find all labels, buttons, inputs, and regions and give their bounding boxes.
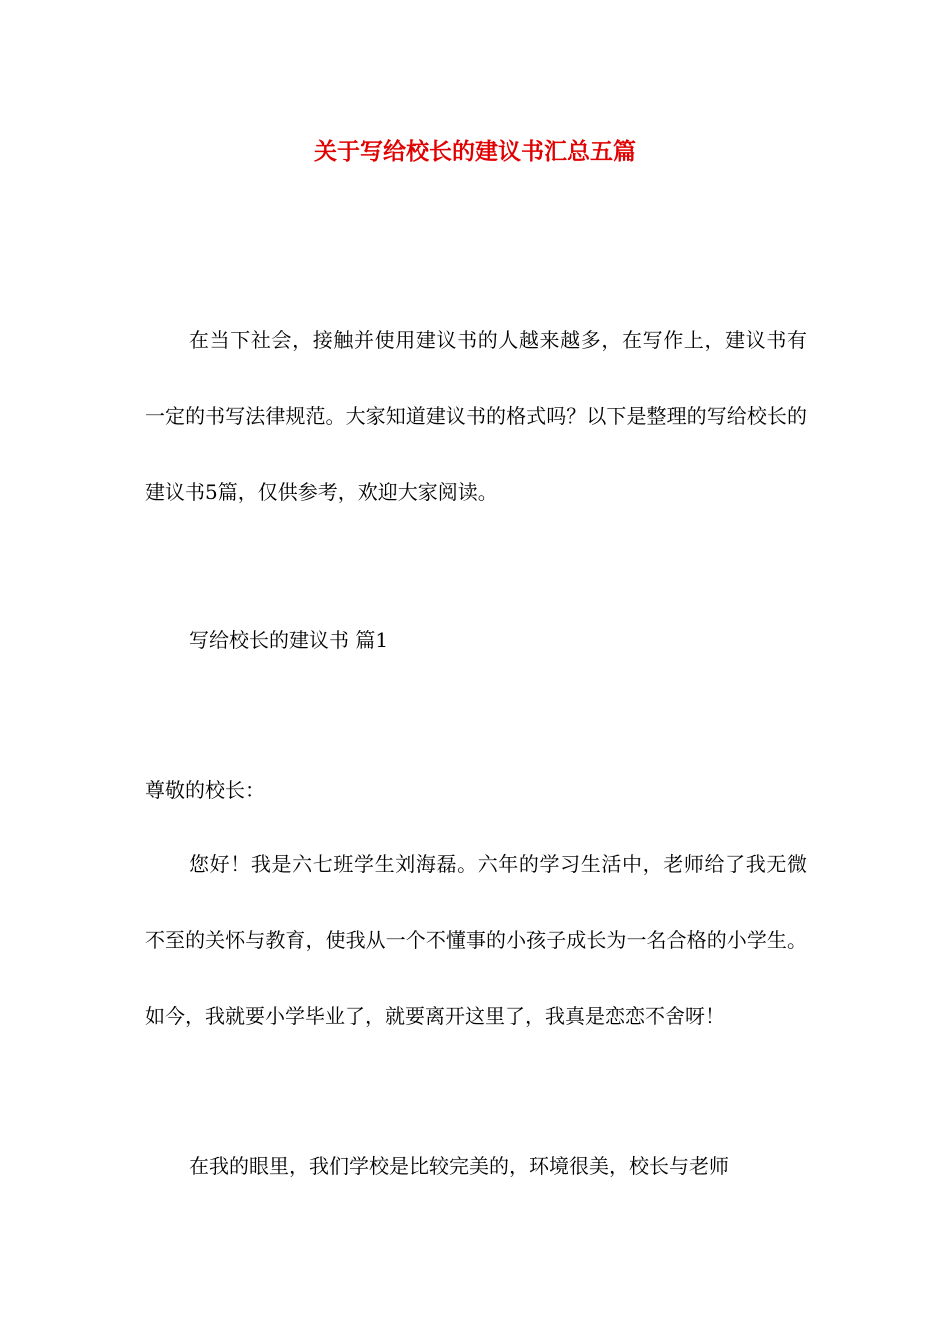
section-heading: 写给校长的建议书 篇1 xyxy=(189,628,389,652)
body-paragraph: 在我的眼里，我们学校是比较完美的，环境很美，校长与老师 xyxy=(189,1154,729,1178)
intro-paragraph: 在当下社会，接触并使用建议书的人越来越多，在写作上，建议书有一定的书写法律规范。大家知道建议书的格式吗？以下是整理的写给校长的建议书5篇，仅供参考，欢迎大家阅读。 xyxy=(145,328,807,504)
body-paragraph: 您好！我是六七班学生刘海磊。六年的学习生活中，老师给了我无微不至的关怀与教育，使我从一个不懂事的小孩子成长为一名合格的小学生。如今，我就要小学毕业了，就要离开这里了，我真是恋恋不舍呀！ xyxy=(145,852,807,1028)
salutation: 尊敬的校长： xyxy=(145,778,265,802)
document-title: 关于写给校长的建议书汇总五篇 xyxy=(314,138,636,165)
